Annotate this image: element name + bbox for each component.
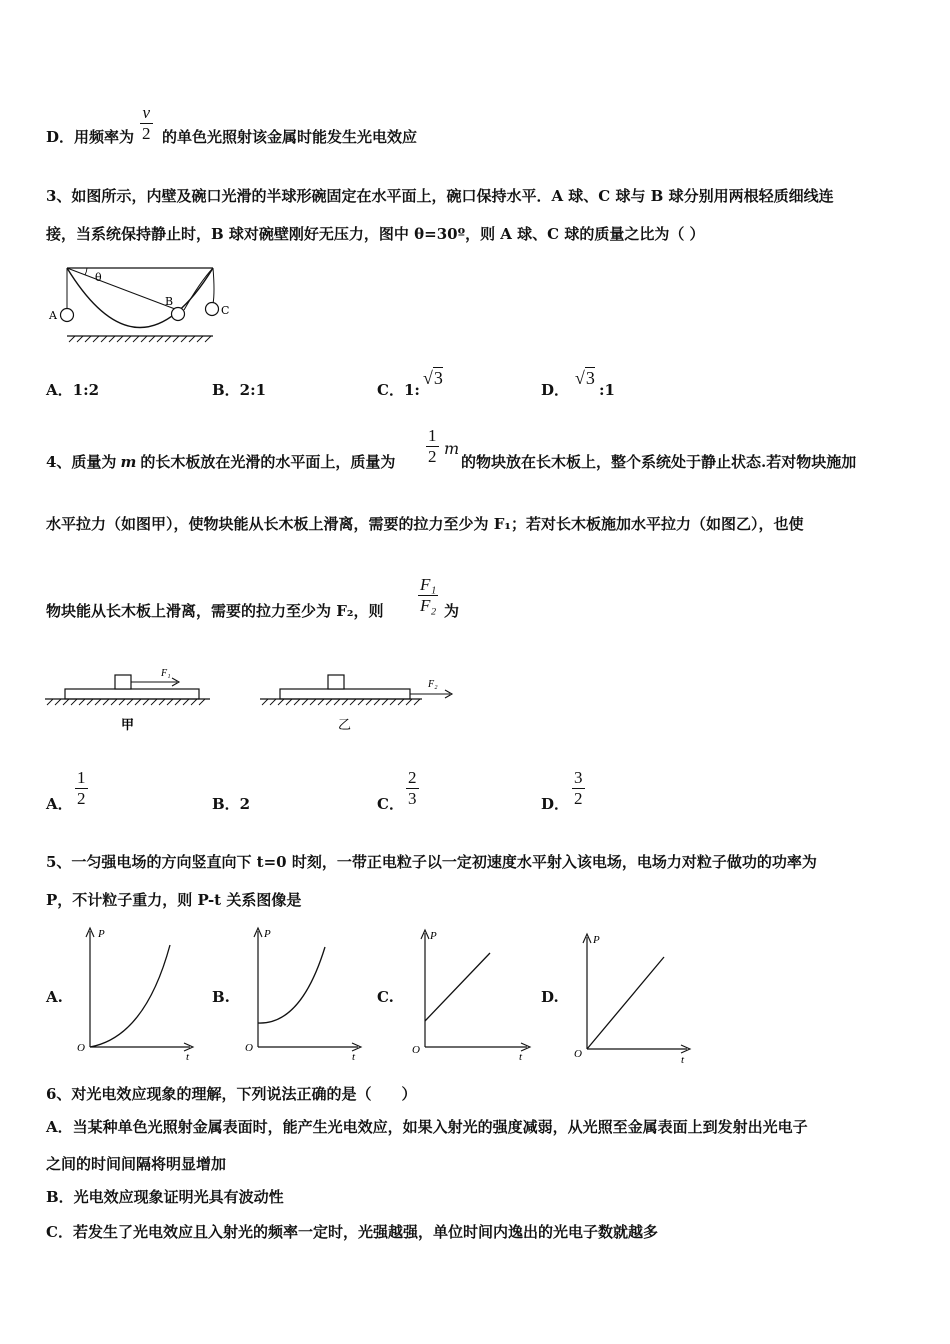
q3-option-d-prefix: D． (541, 381, 570, 399)
fraction-numerator: 2 (408, 768, 417, 787)
axis-p-label: P (264, 928, 271, 940)
fraction-denominator: F₂ (420, 596, 437, 615)
q5-graph-b (243, 925, 363, 1063)
q4-text: 4、质量为 (46, 453, 117, 471)
q3-option-c-prefix: C．1: (377, 381, 420, 399)
q5-option-a-label: A. (46, 988, 63, 1006)
q4-option-b: B．2 (212, 795, 251, 813)
axis-t-label: t (681, 1054, 685, 1066)
axis-t-label: t (186, 1051, 190, 1063)
q4-stem-line3: 物块能从长木板上滑离，需要的拉力至少为 F₂，则 (46, 602, 384, 620)
q3-stem-line2: 接，当系统保持静止时，B 球对碗壁刚好无压力，图中 θ=30º，则 A 球、C 球的质量之比为（ ） (46, 225, 705, 243)
fraction-numerator: F₁ (420, 575, 437, 594)
origin-label: O (77, 1042, 85, 1054)
figure-yi-caption: 乙 (338, 718, 352, 733)
q5-graph-c (410, 925, 530, 1063)
ball-c-label: C (221, 304, 230, 317)
q5-option-b-label: B. (212, 988, 230, 1006)
q4-text: 的长木板放在光滑的水平面上，质量为 (140, 453, 396, 471)
radicand: 3 (585, 368, 595, 388)
q4-stem-line1-a (46, 453, 395, 471)
fraction-denominator: 2 (574, 789, 583, 808)
mass-symbol: m (444, 439, 460, 458)
q4-figure-jia (45, 665, 215, 735)
q3-option-d-suffix: :1 (599, 381, 615, 399)
q6-option-a-line1: A．当某种单色光照射金属表面时，能产生光电效应，如果入射光的强度减弱，从光照至金属表面上到发射出光电子 (46, 1118, 808, 1136)
q3-option-b: B．2:1 (212, 381, 267, 399)
q4-figure-yi (260, 665, 460, 735)
q6-option-b: B．光电效应现象证明光具有波动性 (46, 1188, 284, 1206)
fraction-denominator: 3 (408, 789, 417, 808)
ball-b-label: B (165, 295, 174, 308)
axis-t-label: t (352, 1051, 356, 1063)
q4-stem-line3-suffix: 为 (444, 602, 460, 620)
origin-label: O (412, 1044, 420, 1056)
ball-a-label: A (49, 309, 57, 322)
fraction-numerator: 1 (77, 768, 86, 787)
q6-option-c: C．若发生了光电效应且入射光的频率一定时，光强越强，单位时间内逸出的光电子数就越多 (46, 1223, 658, 1241)
fraction-numerator: 1 (428, 426, 437, 445)
q3-bowl-figure (45, 262, 235, 347)
fraction-denominator: 2 (428, 447, 437, 466)
fraction-numerator: 3 (574, 768, 583, 787)
axis-t-label: t (519, 1051, 523, 1063)
figure-jia-caption: 甲 (121, 718, 135, 733)
axis-p-label: P (98, 928, 105, 940)
q3-stem-line1: 3、如图所示，内壁及碗口光滑的半球形碗固定在水平面上，碗口保持水平．A 球、C 球与 B 球分别用两根轻质细线连 (46, 187, 834, 205)
q5-stem-line2: P，不计粒子重力，则 P-t 关系图像是 (46, 891, 302, 909)
force-f2-label: F₂ (428, 679, 438, 690)
q5-graph-a (75, 925, 195, 1063)
origin-label: O (574, 1048, 582, 1060)
q2-option-d-suffix: 的单色光照射该金属时能发生光电效应 (162, 128, 418, 146)
origin-label: O (245, 1042, 253, 1054)
fraction-denominator: 2 (142, 124, 151, 143)
q5-graph-d (572, 925, 692, 1066)
q4-option-a-prefix: A． (46, 795, 73, 813)
q2-option-d-prefix: D．用频率为 (46, 128, 135, 146)
q5-option-d-label: D. (541, 988, 559, 1006)
q6-stem: 6、对光电效应现象的理解，下列说法正确的是（ ） (46, 1085, 417, 1103)
radicand: 3 (433, 368, 443, 388)
q4-option-d-prefix: D． (541, 795, 570, 813)
mass-symbol: m (120, 453, 137, 471)
q4-option-a-fraction (75, 769, 88, 808)
q4-stem-line1-b: 的物块放在长木板上，整个系统处于静止状态.若对物块施加 (461, 453, 857, 471)
q4-half-fraction (426, 427, 439, 466)
axis-p-label: P (593, 934, 600, 946)
q4-option-c-fraction (406, 769, 419, 808)
q2-frequency-fraction (140, 104, 153, 143)
q3-option-d-sqrt: √3 (575, 368, 595, 388)
q3-option-c-sqrt: √3 (423, 368, 443, 388)
q4-option-c-prefix: C． (377, 795, 404, 813)
q3-option-a: A．1:2 (46, 381, 100, 399)
theta-label: θ (95, 271, 102, 284)
fraction-numerator: v (142, 103, 151, 122)
axis-p-label: P (430, 930, 437, 942)
q5-option-c-label: C. (377, 988, 394, 1006)
q5-stem-line1: 5、一匀强电场的方向竖直向下 t=0 时刻，一带正电粒子以一定初速度水平射入该电场，电场力对粒子做功的功率为 (46, 853, 817, 871)
force-f1-label: F₁ (161, 668, 171, 679)
q4-stem-line2: 水平拉力（如图甲），使物块能从长木板上滑离，需要的拉力至少为 F₁；若对长木板施加水平拉力（如图乙），也使 (46, 515, 804, 533)
q4-force-ratio (418, 576, 438, 615)
q4-option-d-fraction (572, 769, 585, 808)
q6-option-a-line2: 之间的时间间隔将明显增加 (46, 1155, 227, 1173)
fraction-denominator: 2 (77, 789, 86, 808)
